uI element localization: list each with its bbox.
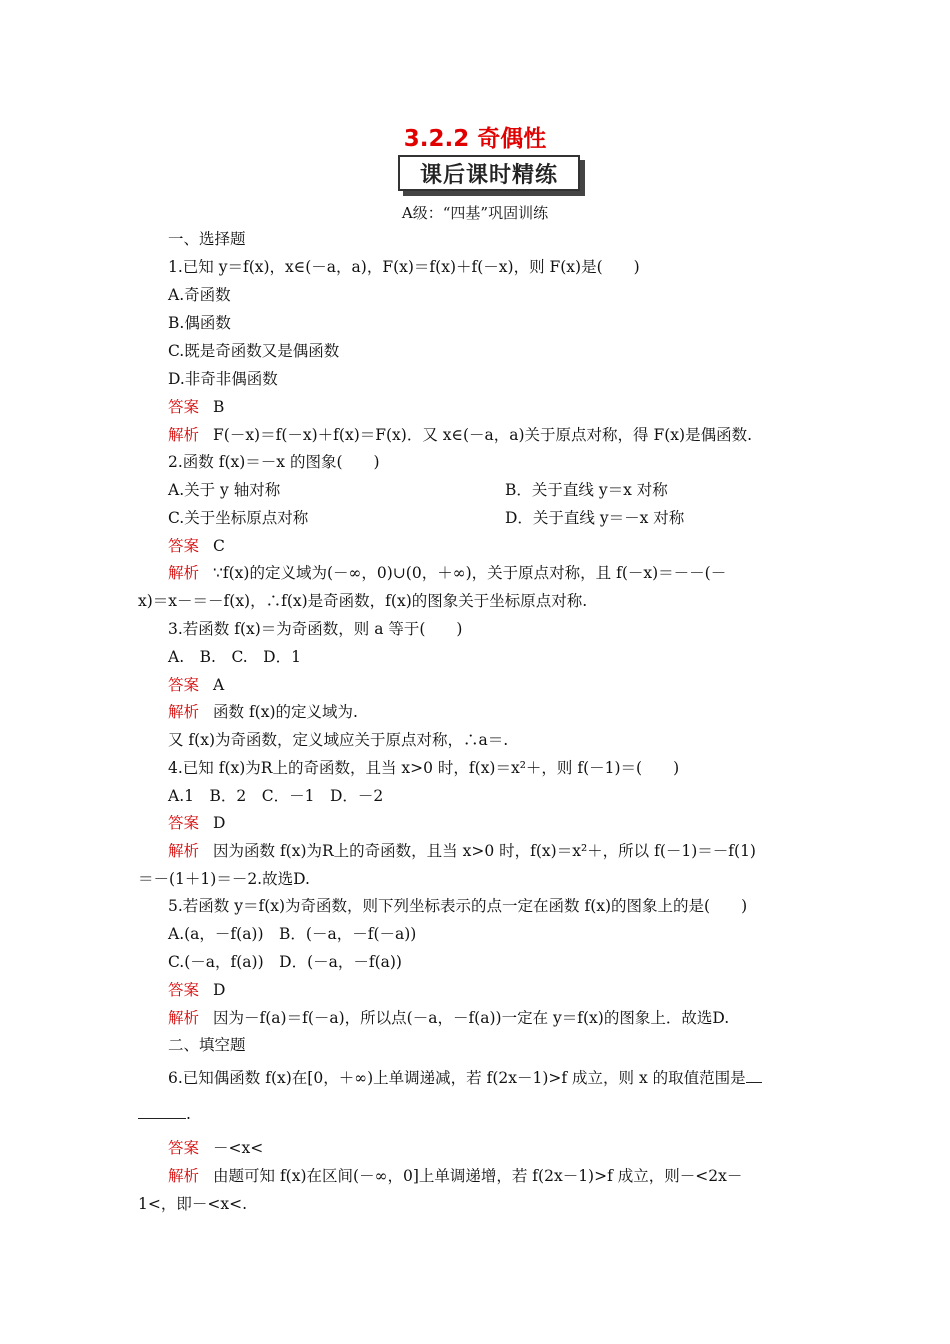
analysis-label: 解析 (168, 1009, 200, 1027)
question-4: 4.已知 f(x)为R上的奇函数，且当 x>0 时，f(x)＝x²＋，则 f(－1)＝( ) (168, 759, 680, 777)
answer-value: C (213, 537, 225, 555)
analysis-continued: x)＝x－＝－f(x)，∴f(x)是奇函数，f(x)的图象关于坐标原点对称. (138, 592, 588, 610)
answer-label: 答案 (168, 1139, 200, 1157)
analysis-line (168, 1166, 742, 1186)
analysis-text: 由题可知 f(x)在区间(－∞，0]上单调递增，若 f(2x－1)>f 成立，则－<2x－ (213, 1167, 743, 1185)
analysis-text: 函数 f(x)的定义域为. (213, 703, 358, 721)
section-banner: 课后课时精练 (398, 155, 580, 191)
options-row: C.(－a，f(a)) D．(－a，－f(a)) (168, 953, 402, 971)
answer-line (168, 536, 225, 556)
answer-label: 答案 (168, 981, 200, 999)
answer-value: B (213, 398, 225, 416)
level-heading: A级：“四基”巩固训练 (401, 204, 549, 222)
options-row: A.1 B．2 C．－1 D．－2 (168, 787, 384, 805)
question-3: 3.若函数 f(x)＝为奇函数，则 a 等于( ) (168, 620, 463, 638)
answer-value: A (213, 676, 225, 694)
answer-line (168, 675, 224, 695)
answer-value: D (213, 814, 226, 832)
analysis-line (168, 425, 752, 445)
analysis-text: ∵f(x)的定义域为(－∞，0)∪(0，＋∞)，关于原点对称，且 f(－x)＝－－(－ (213, 564, 727, 582)
page-title: 3.2.2 奇偶性 (403, 126, 547, 152)
option: C.关于坐标原点对称 (168, 509, 309, 527)
answer-label: 答案 (168, 537, 200, 555)
banner-frame (398, 155, 582, 193)
question-2: 2.函数 f(x)＝－x 的图象( ) (168, 453, 380, 471)
options-row: A. B. C. D．1 (168, 648, 301, 666)
answer-label: 答案 (168, 814, 200, 832)
analysis-continued: 1<，即－<x<. (138, 1195, 247, 1213)
analysis-line (168, 1008, 729, 1028)
answer-line (168, 397, 224, 417)
option: B．关于直线 y＝x 对称 (505, 481, 668, 499)
question-text: 6.已知偶函数 f(x)在[0，＋∞)上单调递减，若 f(2x－1)>f 成立，则 x 的取值范围是 (168, 1069, 746, 1087)
blank-line (138, 1104, 191, 1124)
answer-label: 答案 (168, 398, 200, 416)
answer-blank (138, 1104, 186, 1119)
analysis-continued: ＝－(1＋1)＝－2.故选D. (138, 870, 310, 888)
analysis-label: 解析 (168, 426, 200, 444)
analysis-continued: 又 f(x)为奇函数，定义域应关于原点对称，∴a＝. (168, 731, 509, 749)
answer-value: D (213, 981, 226, 999)
answer-line (168, 980, 225, 1000)
section-heading: 一、选择题 (168, 230, 246, 248)
analysis-label: 解析 (168, 564, 200, 582)
question-5: 5.若函数 y＝f(x)为奇函数，则下列坐标表示的点一定在函数 f(x)的图象上的是( ) (168, 897, 748, 915)
option: B.偶函数 (168, 314, 231, 332)
option: A.关于 y 轴对称 (168, 481, 281, 499)
option: C.既是奇函数又是偶函数 (168, 342, 340, 360)
analysis-line (168, 563, 726, 583)
answer-line (168, 1138, 263, 1158)
analysis-text: 因为－f(a)＝f(－a)，所以点(－a，－f(a))一定在 y＝f(x)的图象上．故选D. (213, 1009, 730, 1027)
analysis-text: 因为函数 f(x)为R上的奇函数，且当 x>0 时，f(x)＝x²＋，所以 f(－1)＝－f(1) (213, 842, 756, 860)
question-6 (168, 1068, 762, 1088)
option: D.非奇非偶函数 (168, 370, 278, 388)
option: D．关于直线 y＝－x 对称 (505, 509, 685, 527)
answer-value: －<x< (213, 1139, 264, 1157)
blank-end: . (186, 1105, 191, 1123)
analysis-text: F(－x)＝f(－x)＋f(x)＝F(x)．又 x∈(－a，a)关于原点对称，得 F(x)是偶函数. (213, 426, 753, 444)
answer-blank (746, 1068, 762, 1083)
answer-label: 答案 (168, 676, 200, 694)
analysis-label: 解析 (168, 1167, 200, 1185)
answer-line (168, 813, 225, 833)
analysis-label: 解析 (168, 842, 200, 860)
section-heading: 二、填空题 (168, 1036, 246, 1054)
analysis-line (168, 841, 756, 861)
analysis-label: 解析 (168, 703, 200, 721)
option: A.奇函数 (168, 286, 231, 304)
options-row: A.(a，－f(a)) B．(－a，－f(－a)) (168, 925, 417, 943)
analysis-line (168, 702, 358, 722)
question-1: 1.已知 y＝f(x)，x∈(－a，a)，F(x)＝f(x)＋f(－x)，则 F(x)是( ) (168, 258, 640, 276)
